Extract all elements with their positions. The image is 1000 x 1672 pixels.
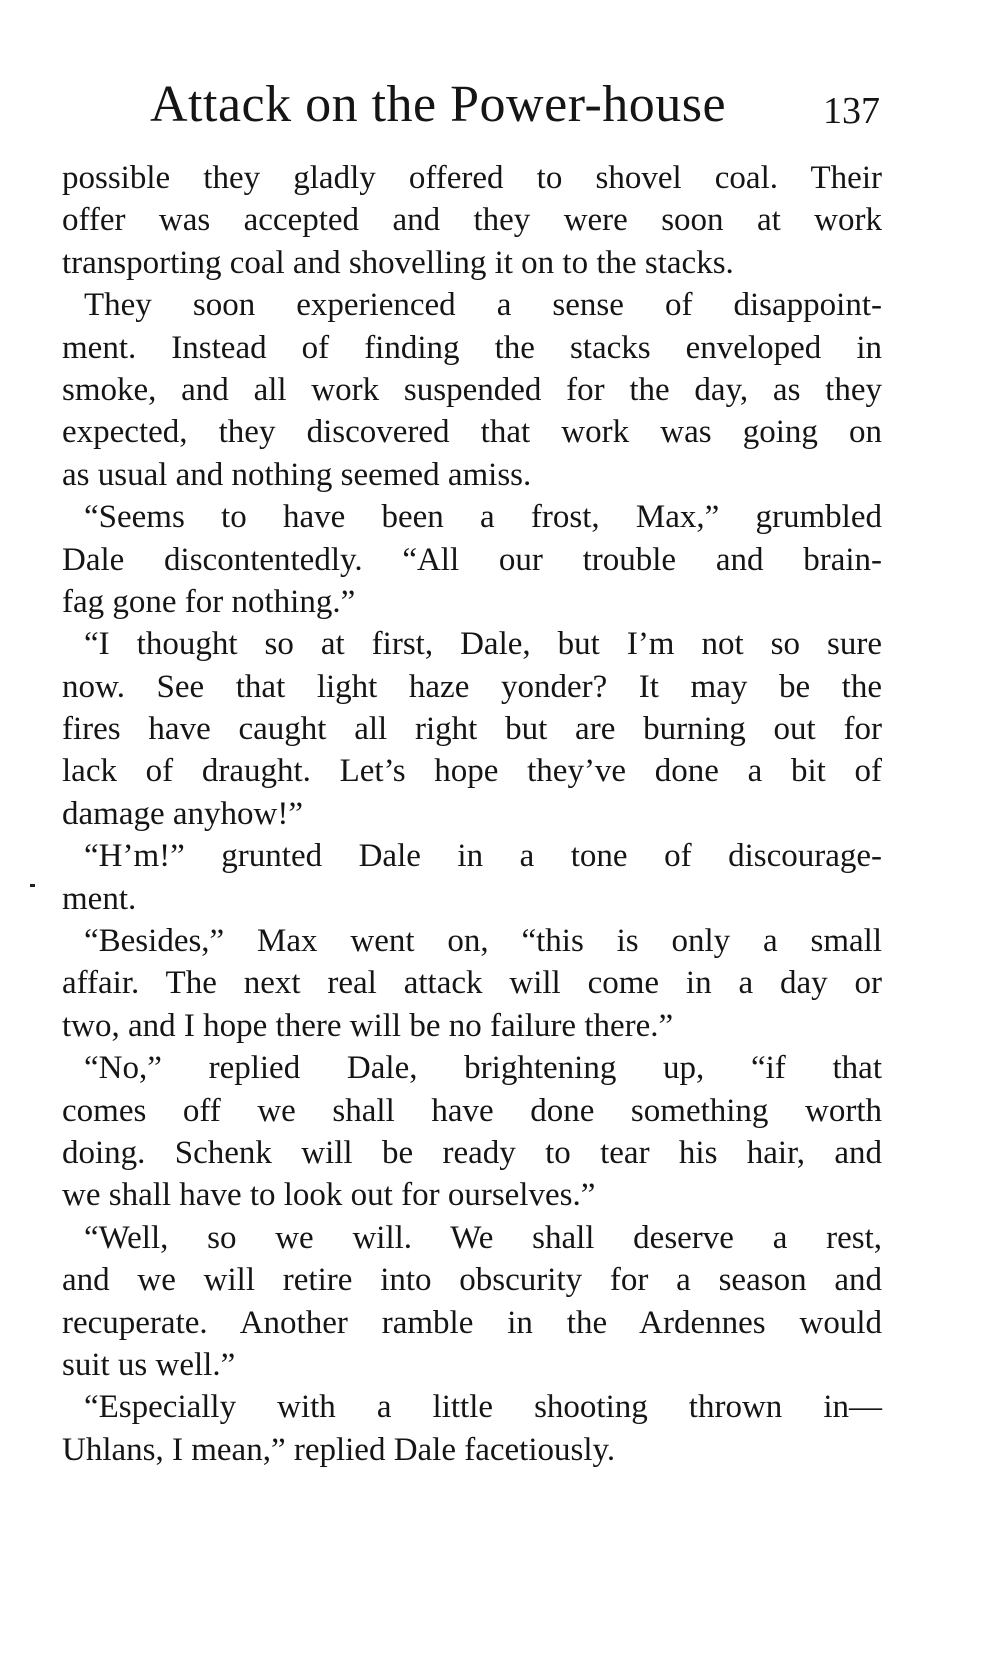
- text-line: suit us well.”: [62, 1346, 236, 1383]
- text-line: Uhlans, I mean,” replied Dale facetiously.: [62, 1431, 616, 1468]
- text-line: two, and I hope there will be no failure there.”: [62, 1007, 674, 1044]
- text-line: “Especially with a little shooting thrown in—: [84, 1389, 882, 1426]
- text-line: now. See that light haze yonder? It may be the: [62, 668, 882, 705]
- text-line: comes off we shall have done something worth: [62, 1092, 882, 1129]
- text-line: as usual and nothing seemed amiss.: [62, 456, 532, 493]
- text-line: “No,” replied Dale, brightening up, “if that: [84, 1050, 882, 1087]
- stray-ink-mark: [30, 884, 35, 887]
- text-line: transporting coal and shovelling it on to the stacks.: [62, 244, 734, 281]
- text-line: fag gone for nothing.”: [62, 583, 356, 620]
- text-line: damage anyhow!”: [62, 795, 303, 832]
- text-line: Dale discontentedly. “All our trouble and brain-: [62, 541, 882, 578]
- text-line: They soon experienced a sense of disappoint-: [84, 287, 882, 324]
- text-line: lack of draught. Let’s hope they’ve done a bit of: [62, 753, 882, 790]
- text-line: “Seems to have been a frost, Max,” grumbled: [84, 499, 882, 536]
- page-number: 137: [823, 90, 880, 132]
- text-line: “H’m!” grunted Dale in a tone of discourage-: [84, 838, 882, 875]
- text-line: expected, they discovered that work was going on: [62, 414, 882, 451]
- text-line: doing. Schenk will be ready to tear his hair, and: [62, 1134, 882, 1171]
- text-line: recuperate. Another ramble in the Ardennes would: [62, 1304, 882, 1341]
- text-line: ment. Instead of finding the stacks enveloped in: [62, 329, 882, 366]
- body-text: [62, 157, 882, 1471]
- text-line: affair. The next real attack will come in a day or: [62, 965, 882, 1002]
- text-line: offer was accepted and they were soon at work: [62, 202, 882, 239]
- text-line: “Besides,” Max went on, “this is only a small: [84, 923, 882, 960]
- running-head: [150, 70, 880, 140]
- text-line: and we will retire into obscurity for a season and: [62, 1262, 882, 1299]
- text-line: “Well, so we will. We shall deserve a rest,: [84, 1219, 882, 1256]
- text-line: fires have caught all right but are burning out for: [62, 711, 882, 748]
- text-line: we shall have to look out for ourselves.”: [62, 1177, 596, 1214]
- chapter-title: Attack on the Power-house: [150, 76, 727, 133]
- text-line: “I thought so at first, Dale, but I’m not so sure: [84, 626, 882, 663]
- text-line: ment.: [62, 880, 137, 917]
- text-line: possible they gladly offered to shovel coal. Their: [62, 160, 882, 196]
- text-line: smoke, and all work suspended for the day, as they: [62, 371, 882, 408]
